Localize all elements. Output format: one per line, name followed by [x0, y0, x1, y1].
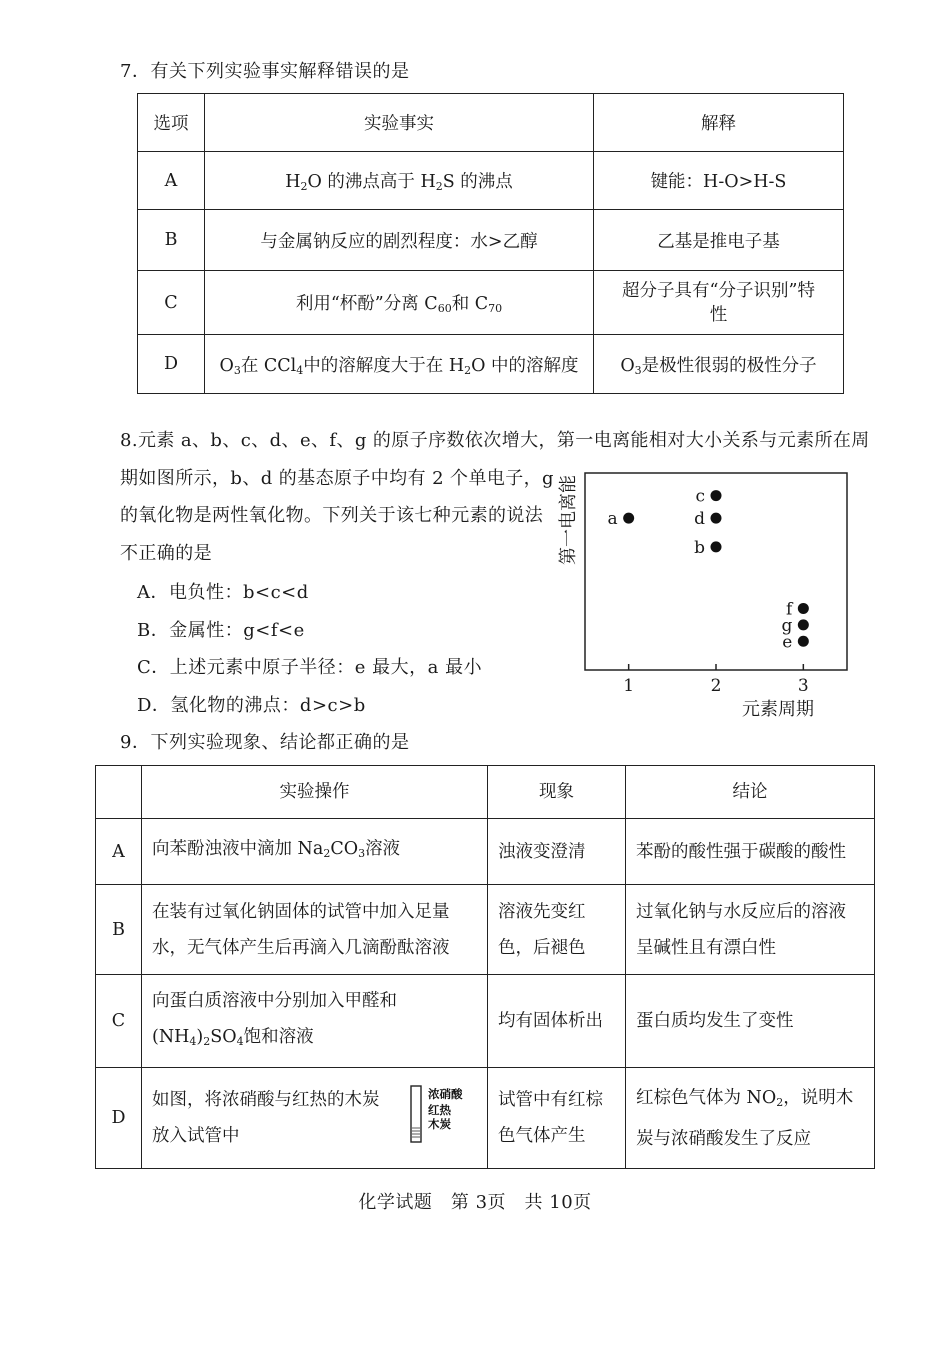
data-label-c: c [695, 486, 705, 507]
header-cell [96, 766, 142, 819]
option-cell: D [138, 335, 205, 394]
q8-line4: 不正确的是 [120, 543, 212, 564]
data-point-a [623, 513, 634, 524]
q9-title: 9．下列实验现象、结论都正确的是 [120, 732, 410, 753]
data-label-a: a [607, 509, 618, 530]
figure-label: 木炭 [428, 1117, 451, 1131]
fact-cell: $H_2O$ 的沸点高于 $H_2S$ 的沸点 [205, 152, 594, 210]
page-footer: 化学试题 第 3页 共 10页 [358, 1192, 592, 1213]
data-label-g: g [781, 615, 793, 636]
option-cell: B [138, 210, 205, 271]
operation-cell: 向苯酚浊液中滴加 $Na_2CO_3$溶液 [142, 819, 488, 885]
table-row [96, 766, 875, 819]
q9-table [95, 765, 875, 1169]
option-cell: A [138, 152, 205, 210]
fact-cell: 与金属钠反应的剧烈程度：水>乙醇 [205, 210, 594, 271]
table-row [96, 885, 875, 975]
y-axis-label: 第一电离能 [558, 475, 579, 565]
header-cell: 结论 [626, 766, 875, 819]
explain-cell: 超分子具有“分子识别”特 性 [594, 271, 844, 335]
x-tick-label: 3 [797, 676, 809, 696]
data-point-d [711, 513, 722, 524]
q8-line1: 8.元素 a、b、c、d、e、f、g 的原子序数依次增大，第一电离能相对大小关系与元素所在周 [120, 430, 870, 451]
conclusion-cell: 过氧化钠与水反应后的溶液 呈碱性且有漂白性 [626, 885, 875, 975]
option-cell: C [138, 271, 205, 335]
q8-option-a: A．电负性：b<c<d [137, 582, 309, 603]
explain-cell: 乙基是推电子基 [594, 210, 844, 271]
data-label-d: d [694, 509, 705, 530]
data-label-b: b [694, 537, 705, 558]
data-label-e: e [782, 632, 793, 653]
data-point-f [798, 603, 809, 614]
phenomenon-cell: 均有固体析出 [488, 975, 626, 1068]
phenomenon-cell: 试管中有红棕 色气体产生 [488, 1068, 626, 1169]
conclusion-cell: 苯酚的酸性强于碳酸的酸性 [626, 819, 875, 885]
table-row [138, 271, 844, 335]
q8-option-b: B．金属性：g<f<e [137, 620, 305, 641]
table-row [96, 1068, 875, 1169]
ionization-energy-chart [550, 465, 860, 725]
explain-cell: 键能：H-O>H-S [594, 152, 844, 210]
header-cell: 解释 [594, 94, 844, 152]
fact-cell: 利用“杯酚”分离 $C_{60}$和 $C_{70}$ [205, 271, 594, 335]
table-row [138, 152, 844, 210]
test-tube-figure [408, 1084, 478, 1154]
option-cell: A [96, 819, 142, 885]
q7-table [137, 93, 844, 394]
q8-line3: 的氧化物是两性氧化物。下列关于该七种元素的说法 [120, 505, 544, 526]
option-cell: C [96, 975, 142, 1068]
table-row [96, 975, 875, 1068]
phenomenon-cell: 溶液先变红 色，后褪色 [488, 885, 626, 975]
x-tick-label: 1 [623, 676, 635, 696]
q8-option-d: D．氢化物的沸点：d>c>b [137, 695, 366, 716]
option-cell: D [96, 1068, 142, 1169]
operation-cell: 如图，将浓硝酸与红热的木炭 放入试管中 浓硝酸 红热 木炭 [142, 1068, 488, 1169]
x-axis-label: 元素周期 [742, 699, 814, 720]
option-cell: B [96, 885, 142, 975]
phenomenon-cell: 浊液变澄清 [488, 819, 626, 885]
fact-cell: $O_3$在 CCl$_4$中的溶解度大于在 $H_2O$ 中的溶解度 [205, 335, 594, 394]
conclusion-cell: 红棕色气体为 $NO_2$，说明木 炭与浓硝酸发生了反应 [626, 1068, 875, 1169]
operation-cell: 向蛋白质溶液中分别加入甲醛和 $(NH_4)_2SO_4$饱和溶液 [142, 975, 488, 1068]
data-point-e [798, 636, 809, 647]
header-cell: 现象 [488, 766, 626, 819]
header-cell: 选项 [138, 94, 205, 152]
data-point-g [798, 619, 809, 630]
explain-cell: $O_3$是极性很弱的极性分子 [594, 335, 844, 394]
table-row [138, 335, 844, 394]
data-point-c [711, 490, 722, 501]
q7-title: 7．有关下列实验事实解释错误的是 [120, 61, 410, 82]
header-cell: 实验事实 [205, 94, 594, 152]
q8-option-c: C．上述元素中原子半径：e 最大，a 最小 [137, 657, 483, 678]
table-row [96, 819, 875, 885]
table-row [138, 210, 844, 271]
header-cell: 实验操作 [142, 766, 488, 819]
data-label-f: f [786, 599, 793, 620]
operation-cell: 在装有过氧化钠固体的试管中加入足量 水，无气体产生后再滴入几滴酚酞溶液 [142, 885, 488, 975]
figure-label: 浓硝酸 [428, 1087, 463, 1101]
conclusion-cell: 蛋白质均发生了变性 [626, 975, 875, 1068]
figure-label: 红热 [428, 1103, 451, 1117]
data-point-b [711, 541, 722, 552]
table-row [138, 94, 844, 152]
x-tick-label: 2 [710, 676, 722, 696]
q8-line2: 期如图所示，b、d 的基态原子中均有 2 个单电子，g [120, 468, 554, 489]
